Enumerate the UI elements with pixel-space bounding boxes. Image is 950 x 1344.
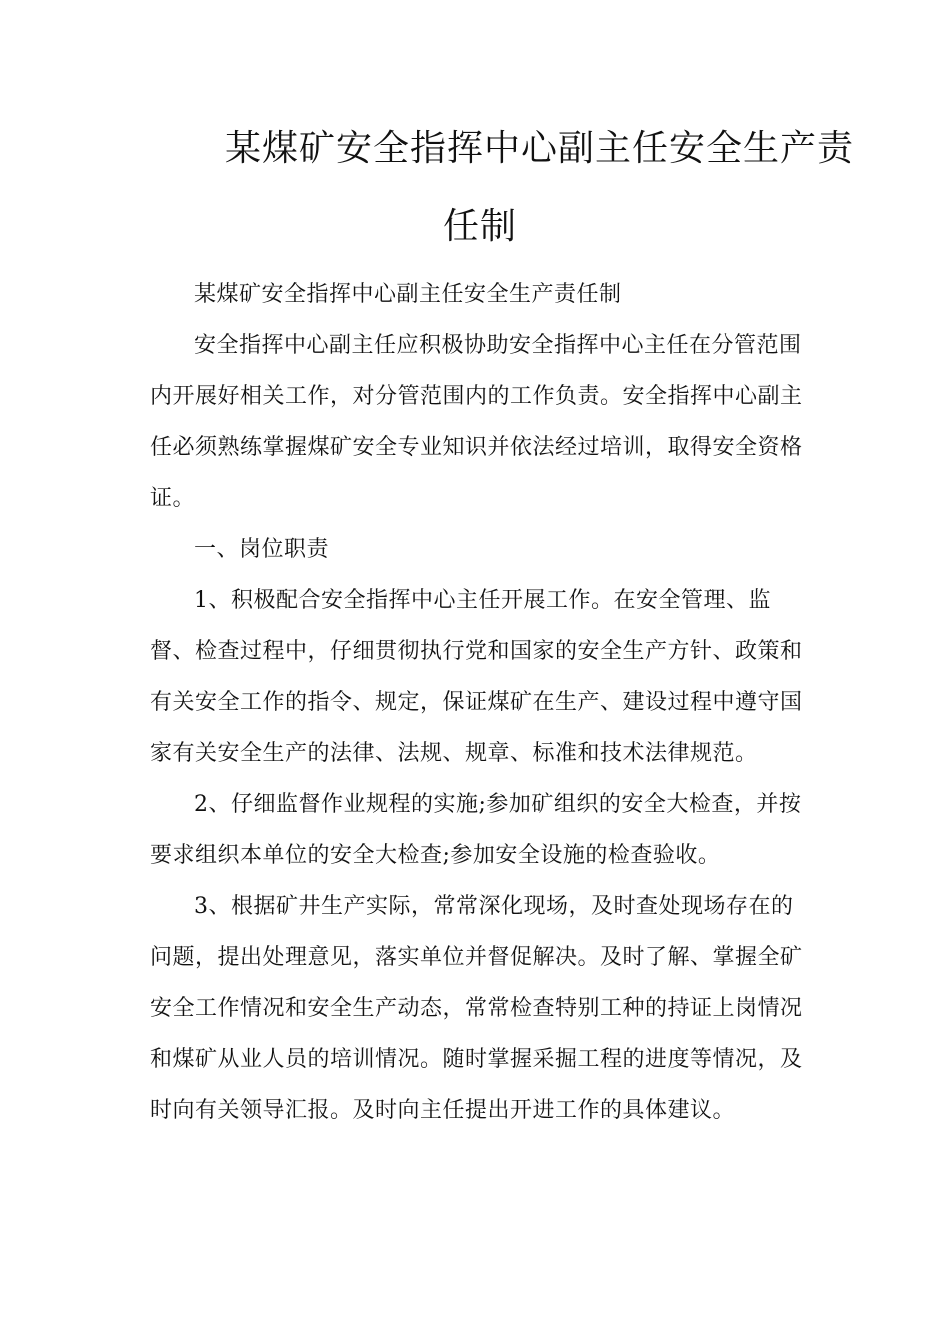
document-title-line-1: 某煤矿安全指挥中心副主任安全生产责 [225, 128, 855, 169]
paragraph-line: 和煤矿从业人员的培训情况。随时掌握采掘工程的进度等情况，及 [150, 1047, 803, 1072]
subtitle-line: 某煤矿安全指挥中心副主任安全生产责任制 [194, 282, 622, 307]
paragraph-line: 3、根据矿井生产实际，常常深化现场，及时查处现场存在的 [194, 894, 794, 919]
document-title-line-2: 任制 [443, 206, 518, 247]
paragraph-line: 内开展好相关工作，对分管范围内的工作负责。安全指挥中心副主 [150, 384, 803, 409]
paragraph-line: 安全工作情况和安全生产动态，常常检查特别工种的持证上岗情况 [150, 996, 803, 1021]
paragraph-line: 任必须熟练掌握煤矿安全专业知识并依法经过培训，取得安全资格 [150, 435, 803, 460]
paragraph-line: 2、仔细监督作业规程的实施;参加矿组织的安全大检查，并按 [194, 792, 802, 817]
paragraph-line: 要求组织本单位的安全大检查;参加安全设施的检查验收。 [150, 843, 721, 868]
paragraph-line: 安全指挥中心副主任应积极协助安全指挥中心主任在分管范围 [194, 333, 802, 358]
paragraph-line: 有关安全工作的指令、规定，保证煤矿在生产、建设过程中遵守国 [150, 690, 803, 715]
paragraph-line: 证。 [150, 486, 196, 511]
paragraph-line: 时向有关领导汇报。及时向主任提出开进工作的具体建议。 [150, 1098, 736, 1123]
paragraph-line: 督、检查过程中，仔细贯彻执行党和国家的安全生产方针、政策和 [150, 639, 803, 664]
paragraph-line: 家有关安全生产的法律、法规、规章、标准和技术法律规范。 [150, 741, 758, 766]
paragraph-line: 1、积极配合安全指挥中心主任开展工作。在安全管理、监 [194, 588, 771, 613]
section-heading: 一、岗位职责 [194, 537, 330, 562]
paragraph-line: 问题，提出处理意见，落实单位并督促解决。及时了解、掌握全矿 [150, 945, 803, 970]
